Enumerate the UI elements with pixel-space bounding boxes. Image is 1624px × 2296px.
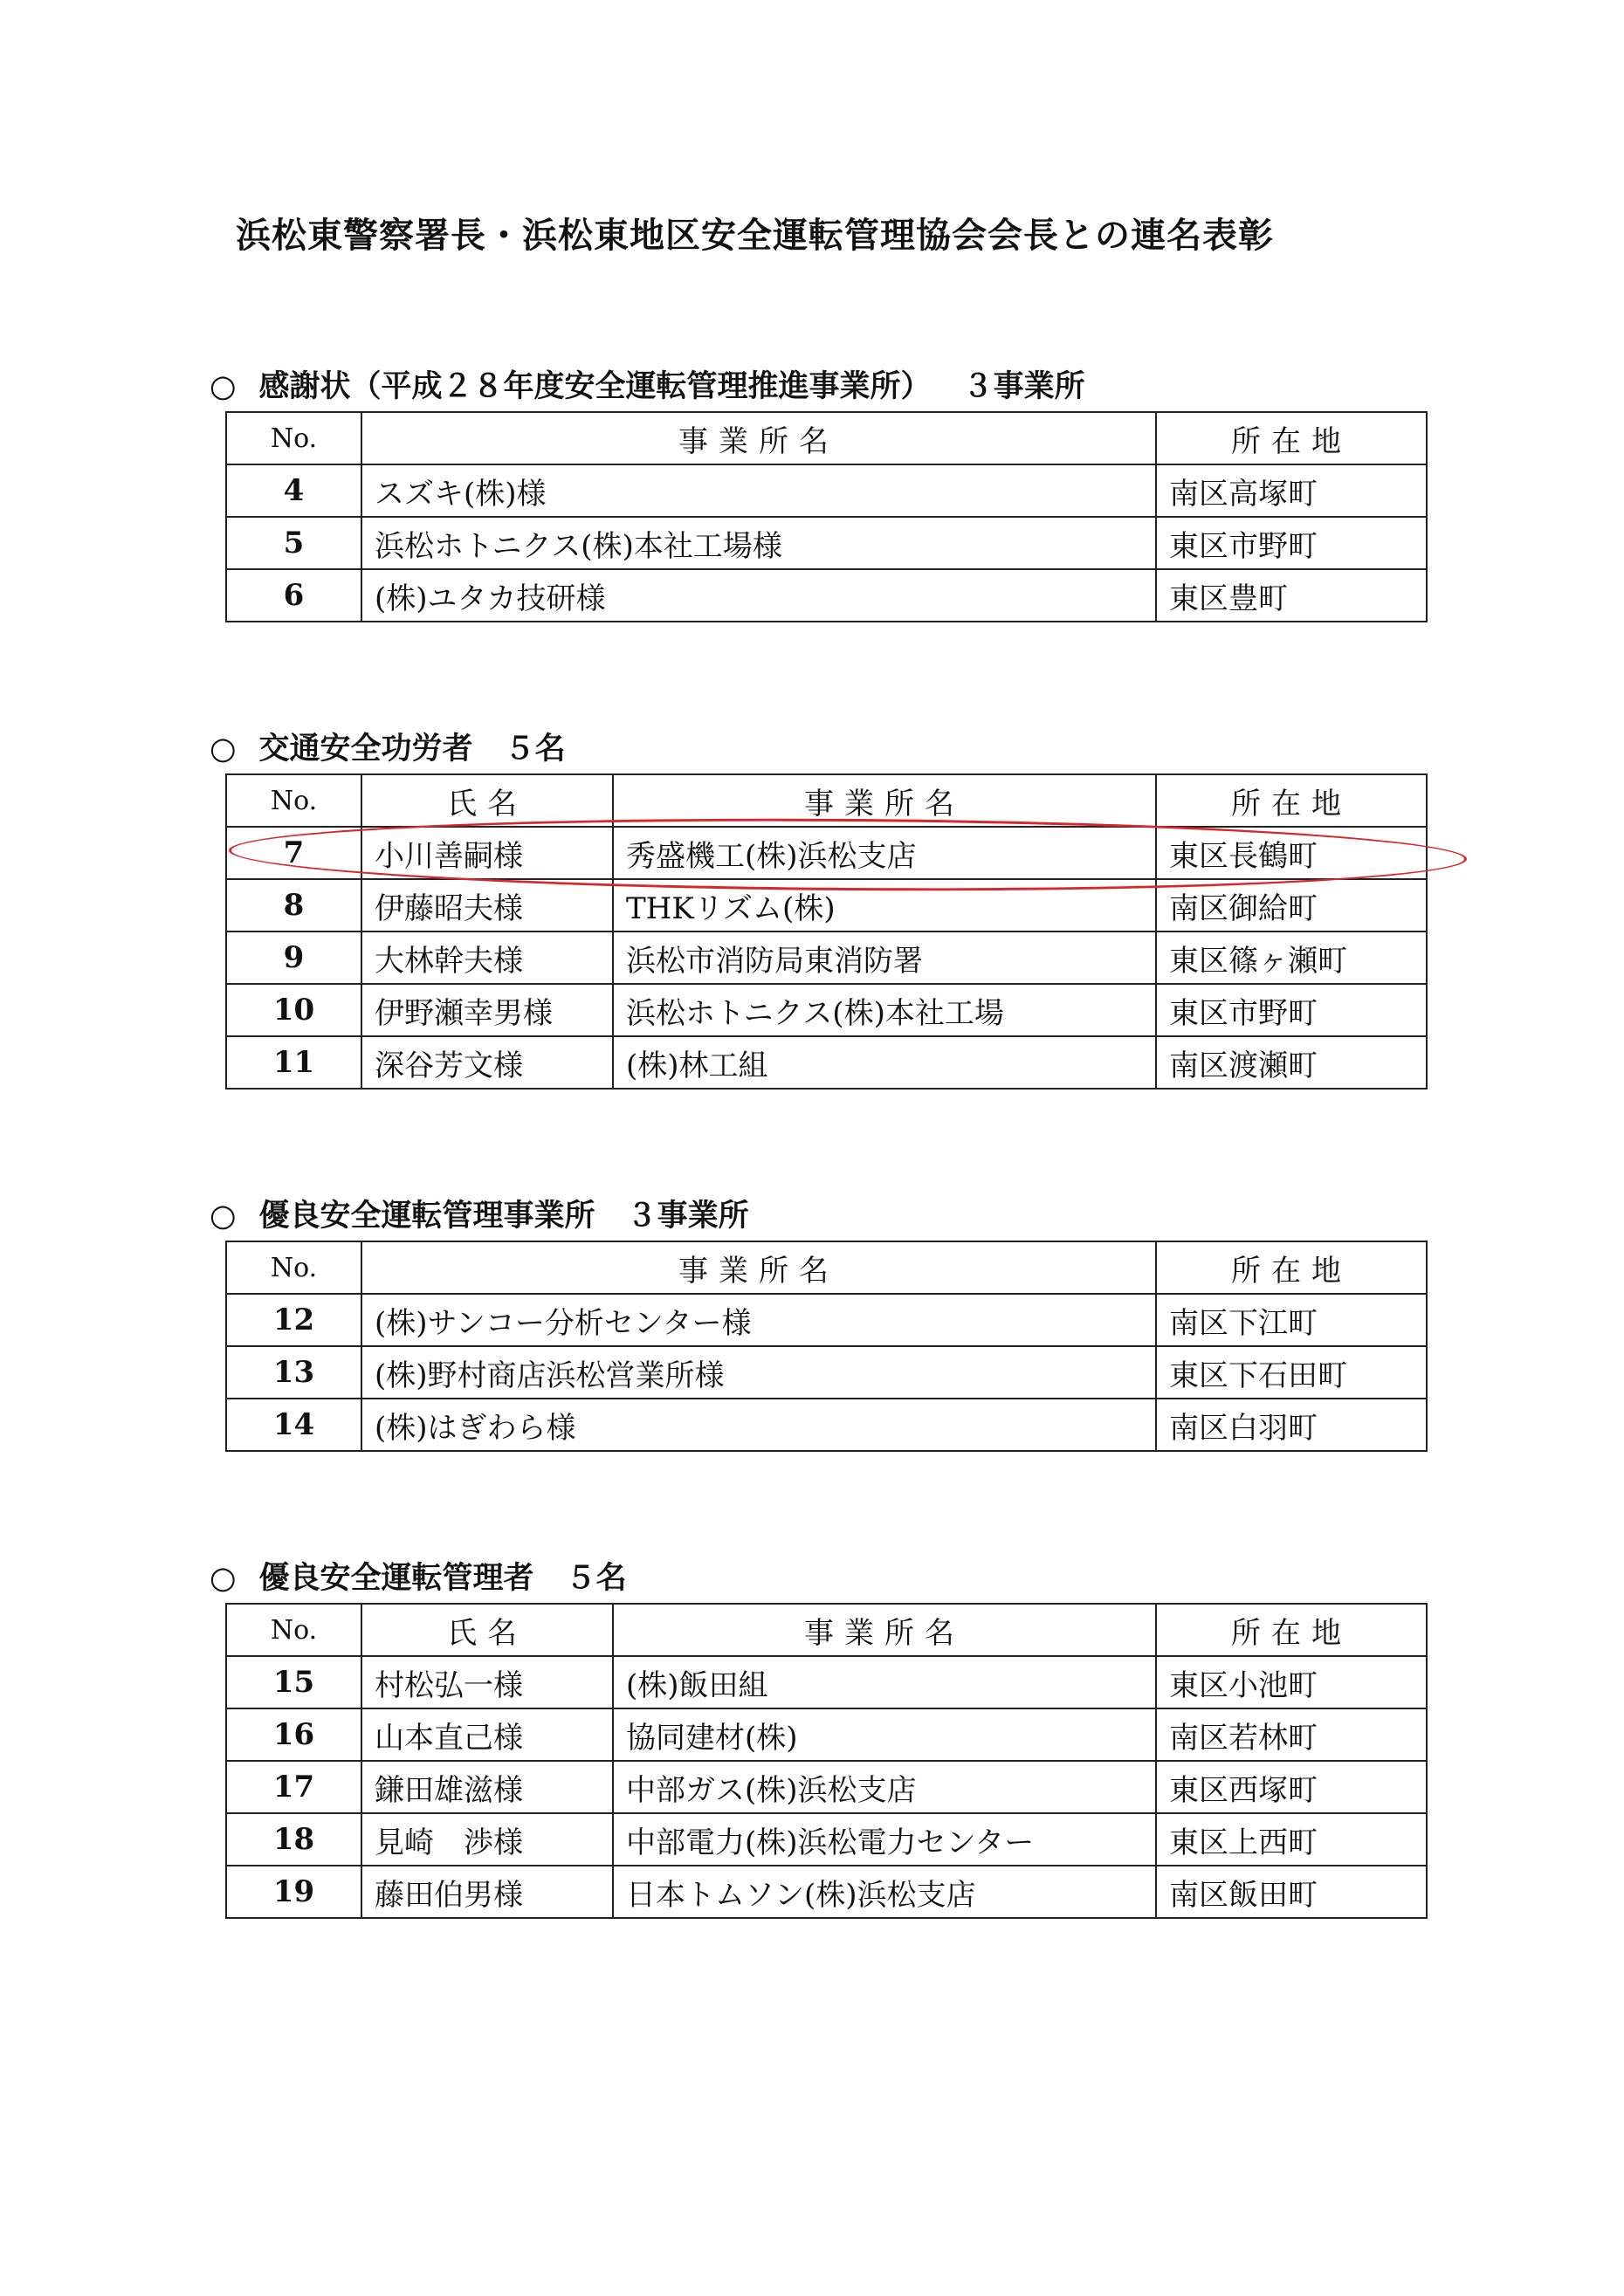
excellent-office-table	[225, 1241, 1428, 1452]
table-row: 18 見崎 渉様 中部電力(株)浜松電力センター 東区上西町	[226, 1813, 1427, 1866]
page-title: 浜松東警察署長・浜松東地区安全運転管理協会会長との連名表彰	[236, 215, 1274, 256]
table-header-row: No. 事業所名 所在地	[226, 412, 1427, 464]
traffic-safety-merit-table	[225, 773, 1428, 1090]
table-row: 9 大林幹夫様 浜松市消防局東消防署 東区篠ヶ瀬町	[226, 931, 1427, 984]
section-excellent-office	[210, 1192, 1428, 1452]
section-heading: ○ 感謝状（平成２８年度安全運転管理推進事業所） ３事業所	[210, 368, 1085, 404]
table-row: 8 伊藤昭夫様 THKリズム(株) 南区御給町	[226, 879, 1427, 931]
circle-bullet-icon: ○	[210, 1199, 237, 1234]
table-row: 15 村松弘一様 (株)飯田組 東区小池町	[226, 1656, 1427, 1708]
table-row: 14 (株)はぎわら様 南区白羽町	[226, 1399, 1427, 1451]
section-excellent-manager	[210, 1554, 1428, 1919]
circle-bullet-icon: ○	[210, 1561, 237, 1596]
section-heading: ○ 交通安全功労者 ５名	[210, 731, 566, 766]
table-header-row: No. 氏名 事業所名 所在地	[226, 1604, 1427, 1656]
circle-bullet-icon: ○	[210, 732, 237, 766]
table-row: 13 (株)野村商店浜松営業所様 東区下石田町	[226, 1346, 1427, 1399]
section-traffic-safety-merit	[210, 725, 1428, 1090]
table-row: 6 (株)ユタカ技研様 東区豊町	[226, 569, 1427, 622]
table-row: 7 小川善嗣様 秀盛機工(株)浜松支店 東区長鶴町	[226, 827, 1427, 879]
table-header-row: No. 氏名 事業所名 所在地	[226, 774, 1427, 827]
table-header-row: No. 事業所名 所在地	[226, 1241, 1427, 1294]
section-appreciation	[210, 362, 1428, 622]
table-row: 17 鎌田雄滋様 中部ガス(株)浜松支店 東区西塚町	[226, 1761, 1427, 1813]
table-row: 19 藤田伯男様 日本トムソン(株)浜松支店 南区飯田町	[226, 1866, 1427, 1918]
section-heading: ○ 優良安全運転管理事業所 ３事業所	[210, 1198, 749, 1234]
table-row: 16 山本直己様 協同建材(株) 南区若林町	[226, 1708, 1427, 1761]
table-row: 5 浜松ホトニクス(株)本社工場様 東区市野町	[226, 517, 1427, 569]
table-row: 11 深谷芳文様 (株)林工組 南区渡瀬町	[226, 1036, 1427, 1089]
excellent-manager-table	[225, 1603, 1428, 1919]
table-row: 4 スズキ(株)様 南区高塚町	[226, 464, 1427, 517]
table-row: 12 (株)サンコー分析センター様 南区下江町	[226, 1294, 1427, 1346]
table-row: 10 伊野瀬幸男様 浜松ホトニクス(株)本社工場 東区市野町	[226, 984, 1427, 1036]
circle-bullet-icon: ○	[210, 369, 237, 404]
section-heading: ○ 優良安全運転管理者 ５名	[210, 1560, 627, 1596]
appreciation-table	[225, 411, 1428, 622]
